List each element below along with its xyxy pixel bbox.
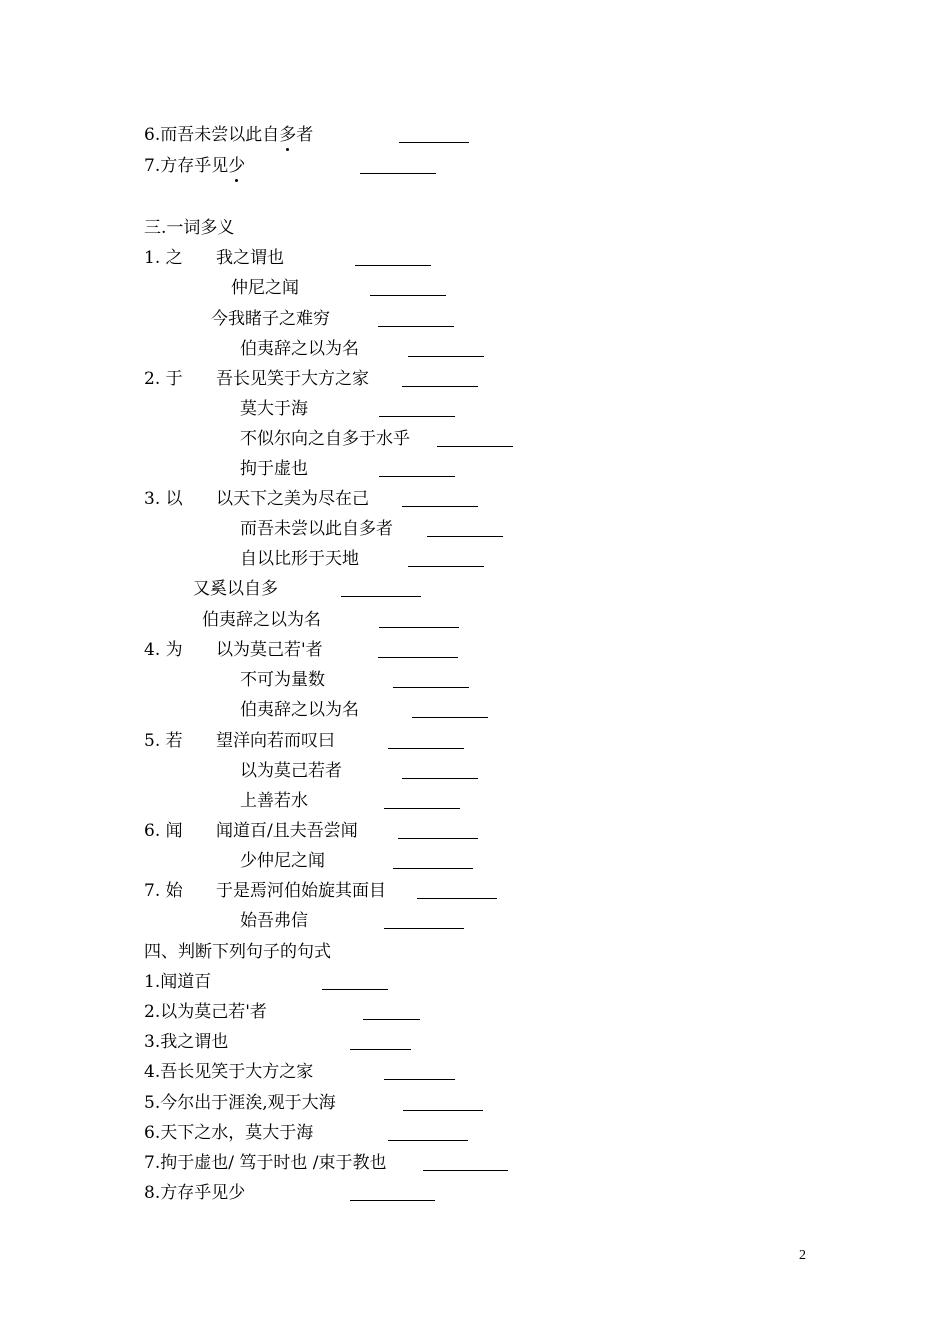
answer-blank[interactable] (408, 566, 484, 567)
group-item: 自以比形于天地 (240, 549, 359, 569)
group-label-1: 1. 之 (144, 248, 183, 268)
sentence-item: 3.我之谓也 (144, 1032, 229, 1052)
answer-blank[interactable] (384, 1079, 455, 1080)
answer-blank[interactable] (350, 1049, 411, 1050)
group-item: 以为莫己若者 (240, 761, 342, 781)
answer-blank[interactable] (370, 295, 446, 296)
group-item: 少仲尼之闻 (240, 851, 325, 871)
answer-blank[interactable] (350, 1200, 435, 1201)
emphasis-dot-char: 少 (228, 156, 246, 176)
sentence-item: 1.闻道百 (144, 972, 212, 992)
group-item: 而吾未尝以此自多者 (240, 519, 393, 539)
sentence-item: 7.拘于虚也/ 笃于时也 /束于教也 (144, 1153, 387, 1173)
sentence-item: 4.吾长见笑于大方之家 (144, 1062, 314, 1082)
answer-blank[interactable] (423, 1170, 508, 1171)
group-item: 闻道百/且夫吾尝闻 (216, 821, 358, 841)
answer-blank[interactable] (379, 627, 459, 628)
sentence-item: 8.方存乎见少 (144, 1183, 246, 1203)
group-item: 以为莫己若'者 (216, 640, 323, 660)
section-3-heading: 三.一词多义 (144, 218, 235, 238)
answer-blank[interactable] (388, 1140, 468, 1141)
answer-blank[interactable] (388, 748, 464, 749)
group-item: 望洋向若而叹曰 (216, 731, 335, 751)
answer-blank[interactable] (393, 687, 469, 688)
answer-blank[interactable] (378, 657, 458, 658)
group-item: 于是焉河伯始旋其面目 (216, 881, 386, 901)
group-item: 今我睹子之难穷 (211, 309, 330, 329)
page-number: 2 (799, 1248, 806, 1263)
answer-blank[interactable] (322, 989, 388, 990)
group-item: 拘于虚也 (240, 459, 308, 479)
answer-blank[interactable] (360, 173, 436, 174)
group-label-4: 4. 为 (144, 640, 183, 660)
answer-blank[interactable] (363, 1019, 420, 1020)
answer-blank[interactable] (379, 416, 455, 417)
answer-blank[interactable] (341, 596, 421, 597)
group-label-3: 3. 以 (144, 489, 183, 509)
answer-blank[interactable] (399, 142, 469, 143)
group-item: 伯夷辞之以为名 (240, 700, 359, 720)
sentence-item: 2.以为莫己若'者 (144, 1002, 267, 1022)
item-2-7: 7.方存乎见少 (144, 156, 246, 176)
group-label-6: 6. 闻 (144, 821, 183, 841)
group-item: 始吾弗信 (240, 911, 308, 931)
answer-blank[interactable] (355, 265, 431, 266)
group-label-2: 2. 于 (144, 369, 183, 389)
sentence-item: 6.天下之水，莫大于海 (144, 1123, 314, 1143)
group-item: 莫大于海 (240, 399, 308, 419)
answer-blank[interactable] (402, 778, 478, 779)
group-item: 仲尼之闻 (231, 278, 299, 298)
group-item: 不可为量数 (240, 670, 325, 690)
section-4-heading: 四、判断下列句子的句式 (144, 942, 331, 962)
answer-blank[interactable] (402, 506, 478, 507)
answer-blank[interactable] (427, 536, 503, 537)
answer-blank[interactable] (393, 868, 473, 869)
item-2-6: 6.而吾未尝以此自多者 (144, 125, 314, 145)
group-item: 上善若水 (240, 791, 308, 811)
group-item: 伯夷辞之以为名 (240, 339, 359, 359)
group-item: 伯夷辞之以为名 (202, 610, 321, 630)
group-item: 我之谓也 (216, 248, 284, 268)
answer-blank[interactable] (403, 1110, 483, 1111)
answer-blank[interactable] (417, 898, 497, 899)
group-item: 不似尔向之自多于水乎 (240, 429, 410, 449)
emphasis-dot-char: 多 (279, 125, 297, 145)
group-item: 以天下之美为尽在己 (216, 489, 369, 509)
answer-blank[interactable] (398, 838, 478, 839)
answer-blank[interactable] (384, 808, 460, 809)
answer-blank[interactable] (402, 386, 478, 387)
answer-blank[interactable] (384, 928, 464, 929)
sentence-item: 5.今尔出于涯涘,观于大海 (144, 1093, 336, 1113)
group-item: 又奚以自多 (193, 579, 278, 599)
answer-blank[interactable] (408, 356, 484, 357)
group-label-5: 5. 若 (144, 731, 183, 751)
group-item: 吾长见笑于大方之家 (216, 369, 369, 389)
answer-blank[interactable] (412, 717, 488, 718)
answer-blank[interactable] (379, 476, 455, 477)
answer-blank[interactable] (378, 326, 454, 327)
answer-blank[interactable] (437, 446, 513, 447)
group-label-7: 7. 始 (144, 881, 183, 901)
